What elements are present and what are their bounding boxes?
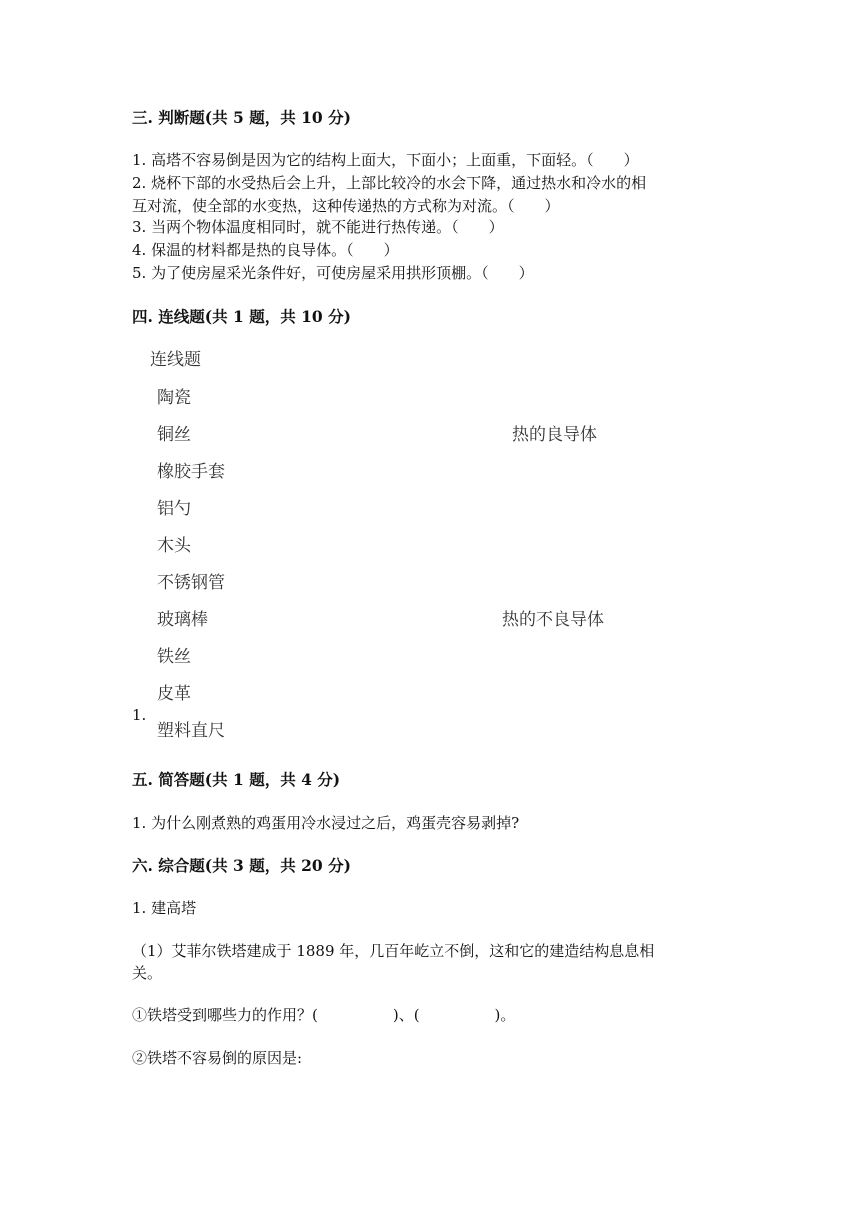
section-4-heading: 四. 连线题(共 1 题，共 10 分) bbox=[132, 307, 351, 326]
material-item: 铝勺 bbox=[157, 499, 191, 519]
judge-question-2-line-2: 互对流，使全部的水变热，这种传递热的方式称为对流。（ ） bbox=[132, 197, 560, 215]
section-6-heading: 六. 综合题(共 3 题，共 20 分) bbox=[132, 856, 351, 875]
short-answer-question-1: 1. 为什么刚煮熟的鸡蛋用冷水浸过之后，鸡蛋壳容易剥掉? bbox=[132, 814, 520, 832]
material-item: 塑料直尺 bbox=[157, 721, 225, 741]
judge-question-2-line-1: 2. 烧杯下部的水受热后会上升，上部比较冷的水会下降，通过热水和冷水的相 bbox=[132, 174, 647, 192]
material-item: 玻璃棒 bbox=[157, 610, 208, 630]
material-item: 不锈钢管 bbox=[157, 573, 225, 593]
judge-question-5: 5. 为了使房屋采光条件好，可使房屋采用拱形顶棚。（ ） bbox=[132, 264, 534, 282]
material-item: 铜丝 bbox=[157, 425, 191, 445]
material-item: 铁丝 bbox=[157, 647, 191, 667]
category-poor-conductor: 热的不良导体 bbox=[502, 610, 604, 630]
category-good-conductor: 热的良导体 bbox=[512, 425, 597, 445]
sub-question-a: ①铁塔受到哪些力的作用？( )、( )。 bbox=[132, 1006, 516, 1024]
section-5-heading: 五. 简答题(共 1 题，共 4 分) bbox=[132, 770, 341, 789]
material-item: 橡胶手套 bbox=[157, 462, 225, 482]
sub-question-b: ②铁塔不容易倒的原因是: bbox=[132, 1049, 303, 1067]
matching-figure bbox=[140, 335, 660, 745]
judge-question-1: 1. 高塔不容易倒是因为它的结构上面大，下面小；上面重，下面轻。（ ） bbox=[132, 151, 639, 169]
comprehensive-question-1-title: 1. 建高塔 bbox=[132, 899, 197, 917]
material-item: 皮革 bbox=[157, 684, 191, 704]
judge-question-3: 3. 当两个物体温度相同时，就不能进行热传递。（ ） bbox=[132, 218, 504, 236]
material-item: 木头 bbox=[157, 536, 191, 556]
sub-question-1-line-2: 关。 bbox=[132, 964, 163, 982]
item-number: 1. bbox=[132, 706, 147, 724]
figure-title: 连线题 bbox=[150, 350, 201, 370]
material-item: 陶瓷 bbox=[157, 388, 191, 408]
judge-question-4: 4. 保温的材料都是热的良导体。（ ） bbox=[132, 241, 399, 259]
section-3-heading: 三. 判断题(共 5 题，共 10 分) bbox=[132, 108, 351, 127]
sub-question-1-line-1: （1）艾菲尔铁塔建成于 1889 年，几百年屹立不倒，这和它的建造结构息息相 bbox=[132, 942, 655, 960]
